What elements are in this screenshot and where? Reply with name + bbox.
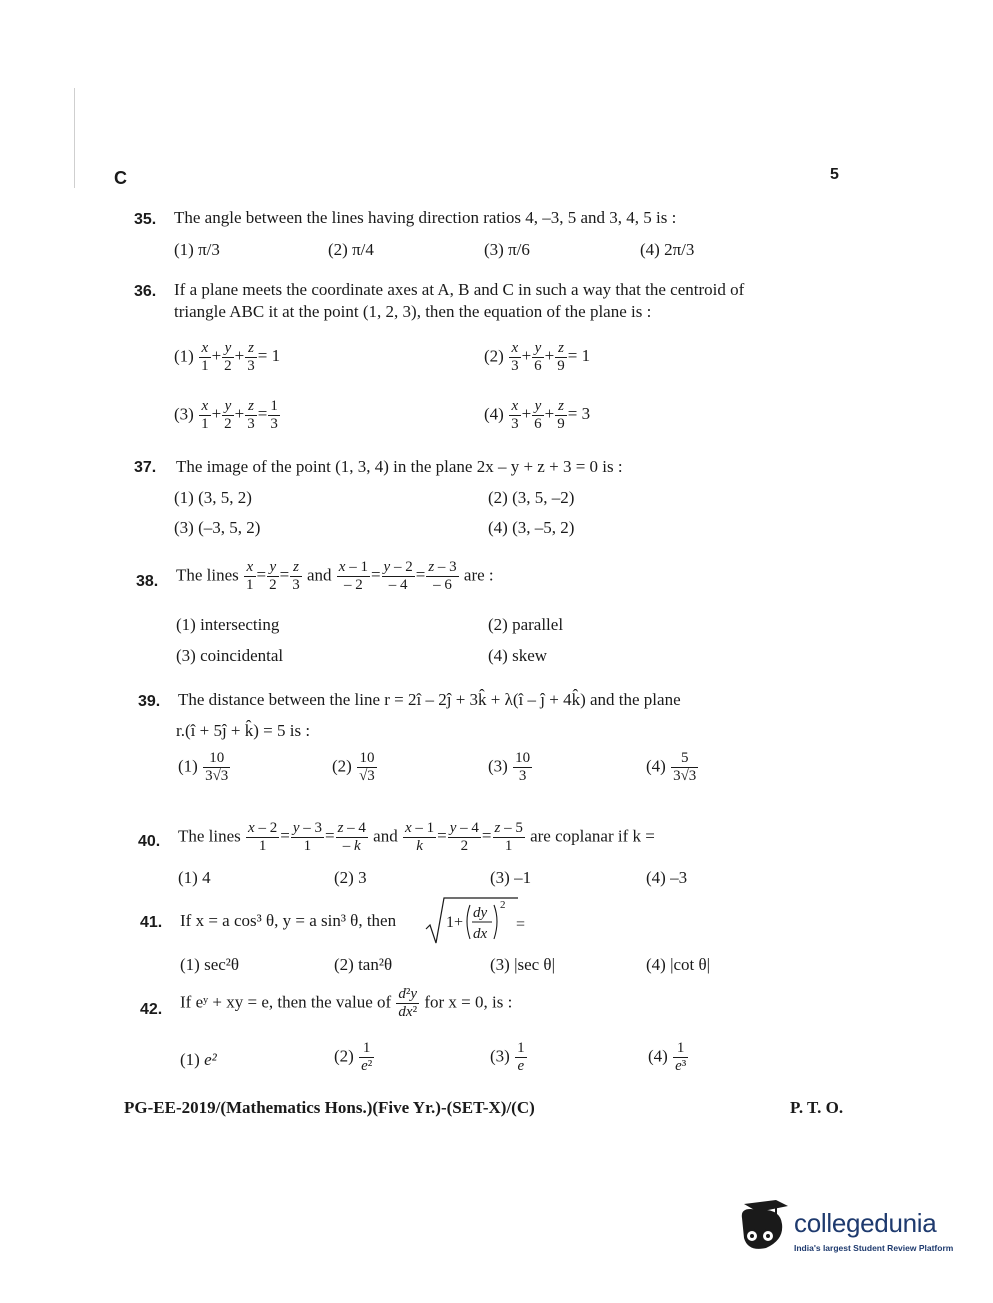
text-prefix: The lines <box>178 826 241 846</box>
line-2-equation: $\frac{x - 1}{- 2}$ = $\frac{y - 2}{- 4}$ = $\frac{z - 3}{- 6}$ <box>338 559 457 593</box>
option-1: (1) π/3 <box>174 240 220 259</box>
option-label: (4) <box>484 404 504 424</box>
option-label: (4) <box>648 1046 668 1066</box>
text-middle: and <box>306 565 332 585</box>
option-label: (2) <box>334 1046 354 1066</box>
option-4 <box>484 398 590 433</box>
question-number: 40. <box>138 833 161 850</box>
option-4: (4) 2π/3 <box>640 240 695 259</box>
question-text-line-1: If a plane meets the coordinate axes at A, B and C in such a way that the centroid of <box>174 280 745 299</box>
question-text-line-2: triangle ABC it at the point (1, 2, 3), then the equation of the plane is : <box>174 302 652 321</box>
svg-text:1+: 1+ <box>446 914 464 931</box>
option-label: (2) <box>332 756 352 776</box>
second-derivative: $\frac{\text{d²y}}{\text{dx²}}$ <box>398 986 418 1020</box>
option-4 <box>646 750 699 785</box>
option-2: (2) parallel <box>488 615 564 634</box>
brand-name: collegedunia <box>794 1208 937 1238</box>
option-2 <box>332 750 378 785</box>
option-4: (4) skew <box>488 646 548 665</box>
option-label: (4) <box>646 756 666 776</box>
question-number: 41. <box>140 914 163 931</box>
brand-tagline: India's largest Student Review Platform <box>794 1243 954 1253</box>
option-2 <box>334 1040 375 1075</box>
option-label: (1) <box>180 1050 200 1069</box>
option-1: (1) intersecting <box>176 615 280 634</box>
text-suffix: for x = 0, is : <box>424 992 513 1012</box>
option-1: (1) (3, 5, 2) <box>174 488 252 507</box>
option-1: (1) 4 <box>178 868 211 887</box>
option-1: (1) sec²θ <box>180 955 240 974</box>
question-number: 38. <box>136 573 159 590</box>
option-3: (3) –1 <box>490 868 532 887</box>
option-value: $\frac{1}{\text{e³}}$ <box>675 1040 687 1074</box>
option-label: (1) <box>174 346 194 366</box>
question-text-line-2: r.(î + 5ĵ + k̂) = 5 is : <box>176 721 311 740</box>
svg-text:=: = <box>516 916 526 933</box>
option-equation: $\frac{x}{1}$ + $\frac{y}{2}$ + $\frac{z}{3}$ = 1 <box>201 340 281 374</box>
option-4: (4) –3 <box>646 868 688 887</box>
collegedunia-watermark <box>736 1196 966 1266</box>
svg-text:2: 2 <box>500 899 506 911</box>
question-text <box>178 820 655 855</box>
option-3: (3) coincidental <box>176 646 284 665</box>
option-1 <box>178 750 231 785</box>
set-letter: C <box>114 168 127 188</box>
question-number: 42. <box>140 1001 163 1018</box>
option-value: $\frac{1}{e}$ <box>517 1040 525 1074</box>
text-middle: and <box>373 826 398 846</box>
option-2: (2) tan²θ <box>334 955 393 974</box>
question-number: 35. <box>134 211 157 228</box>
option-1 <box>174 340 280 375</box>
option-value: $\frac{10}{3}$ <box>515 750 531 784</box>
option-label: (3) <box>488 756 508 776</box>
question-text <box>180 986 512 1021</box>
scan-margin-line <box>74 88 75 188</box>
text-suffix: are coplanar if k = <box>530 826 655 846</box>
option-label: (3) <box>490 1046 510 1066</box>
option-4 <box>648 1040 689 1075</box>
option-value: $\frac{5}{3√3}$ <box>673 750 697 784</box>
option-label: (3) <box>174 404 194 424</box>
option-2: (2) (3, 5, –2) <box>488 488 575 507</box>
mascot-icon <box>736 1198 794 1258</box>
text-suffix: are : <box>463 565 494 585</box>
question-text-line-1: The distance between the line r = 2î – 2ĵ + 3k̂ + λ(î – ĵ + 4k̂) and the plane <box>178 690 681 709</box>
option-2 <box>484 340 590 375</box>
option-3 <box>488 750 533 785</box>
text-prefix: The lines <box>176 565 239 585</box>
option-2: (2) π/4 <box>328 240 374 259</box>
option-1 <box>180 1050 217 1070</box>
option-value: $\frac{10}{√3}$ <box>359 750 375 784</box>
option-3: (3) π/6 <box>484 240 530 259</box>
question-text: If x = a cos³ θ, y = a sin³ θ, then <box>180 911 397 930</box>
option-3: (3) (–3, 5, 2) <box>174 518 261 537</box>
option-value: $\frac{10}{3√3}$ <box>205 750 229 784</box>
sqrt-sign-icon <box>424 895 544 949</box>
option-value: $\frac{1}{\text{e²}}$ <box>361 1040 373 1074</box>
option-4: (4) |cot θ| <box>646 955 711 974</box>
option-3 <box>490 1040 528 1075</box>
sqrt-expression <box>424 895 544 954</box>
text-main: If eʸ + xy = e, then the value of <box>180 992 392 1012</box>
option-4: (4) (3, –5, 2) <box>488 518 575 537</box>
option-equation: $\frac{x}{3}$ + $\frac{y}{6}$ + $\frac{z}{9}$ = 1 <box>511 340 591 374</box>
question-number: 37. <box>134 459 157 476</box>
option-label: (2) <box>484 346 504 366</box>
paper-code: PG-EE-2019/(Mathematics Hons.)(Five Yr.)-(SET-X)/(C) <box>124 1098 535 1117</box>
option-label: (1) <box>178 756 198 776</box>
question-number: 36. <box>134 283 157 300</box>
option-3: (3) |sec θ| <box>490 955 555 974</box>
question-text: The angle between the lines having direction ratios 4, –3, 5 and 3, 4, 5 is : <box>174 208 677 227</box>
line-1-equation: $\frac{x}{1}$ = $\frac{y}{2}$ = $\frac{z}{3}$ <box>246 559 300 593</box>
option-equation: $\frac{x}{1}$ + $\frac{y}{2}$ + $\frac{z}{3}$ = $\frac{1}{3}$ <box>201 398 278 432</box>
pto-label: P. T. O. <box>790 1098 844 1117</box>
page-number: 5 <box>830 166 839 183</box>
svg-text:dx: dx <box>473 926 488 942</box>
option-value: e² <box>204 1050 217 1069</box>
question-text <box>176 559 494 594</box>
option-3 <box>174 398 281 433</box>
line-1-equation: $\frac{x - 2}{1}$ = $\frac{y - 3}{1}$ = $\frac{z - 4}{- k}$ <box>248 820 366 854</box>
option-equation: $\frac{x}{3}$ + $\frac{y}{6}$ + $\frac{z}{9}$ = 3 <box>511 398 591 432</box>
line-2-equation: $\frac{x - 1}{k}$ = $\frac{y - 4}{2}$ = $\frac{z - 5}{1}$ <box>404 820 523 854</box>
svg-text:dy: dy <box>473 905 488 921</box>
question-number: 39. <box>138 693 161 710</box>
question-text: The image of the point (1, 3, 4) in the plane 2x – y + z + 3 = 0 is : <box>176 457 623 476</box>
option-2: (2) 3 <box>334 868 367 887</box>
